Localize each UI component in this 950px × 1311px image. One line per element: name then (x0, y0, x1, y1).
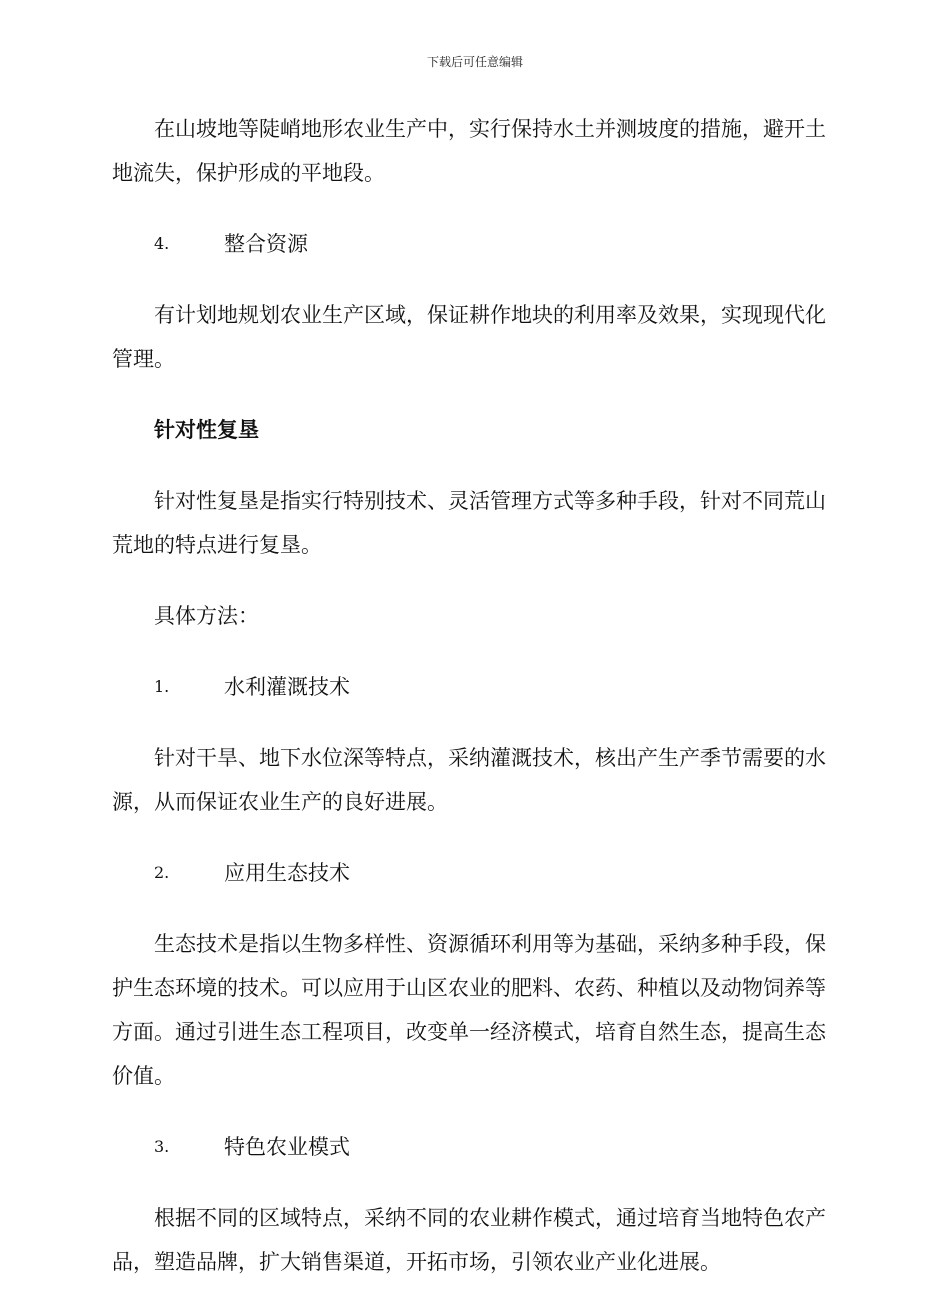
list-item-ecology-tech (154, 851, 830, 895)
paragraph-irrigation: 针对干旱、地下水位深等特点，采纳灌溉技术，核出产生产季节需要的水源，从而保证农业生产的良好进展。 (112, 746, 826, 814)
document-body (112, 107, 830, 1311)
list-item-irrigation (154, 665, 830, 709)
paragraph-slope-land: 在山坡地等陡峭地形农业生产中，实行保持水土并测坡度的措施，避开土地流失，保护形成的平地段。 (112, 117, 826, 185)
list-item-integrate-resources (154, 222, 830, 266)
paragraph-targeted-reclamation: 针对性复垦是指实行特别技术、灵活管理方式等多种手段，针对不同荒山荒地的特点进行复垦。 (112, 489, 826, 557)
section-heading: 针对性复垦 (154, 417, 259, 442)
list-number: 3. (154, 1137, 170, 1156)
paragraph-planning: 有计划地规划农业生产区域，保证耕作地块的利用率及效果，实现现代化管理。 (112, 303, 826, 371)
page-header: 下载后可任意编辑 (426, 55, 523, 69)
list-label: 应用生态技术 (224, 861, 350, 885)
list-number: 2. (154, 863, 170, 882)
paragraph-ecology-tech: 生态技术是指以生物多样性、资源循环利用等为基础，采纳多种手段，保护生态环境的技术。可以应用于山区农业的肥料、农药、种植以及动物饲养等方面。通过引进生态工程项目，改变单一经济模式，培育自然生态，提高生态价值。 (112, 932, 826, 1088)
paragraph-featured-agriculture: 根据不同的区域特点，采纳不同的农业耕作模式，通过培育当地特色农产品，塑造品牌，扩大销售渠道，开拓市场，引领农业产业化进展。 (112, 1206, 826, 1274)
paragraph-methods-intro: 具体方法： (154, 604, 259, 628)
list-label: 特色农业模式 (224, 1135, 350, 1159)
list-label: 水利灌溉技术 (224, 675, 350, 699)
list-item-featured-agriculture (154, 1125, 830, 1169)
list-label: 整合资源 (224, 232, 308, 256)
list-number: 1. (154, 677, 170, 696)
list-number: 4. (154, 234, 170, 253)
